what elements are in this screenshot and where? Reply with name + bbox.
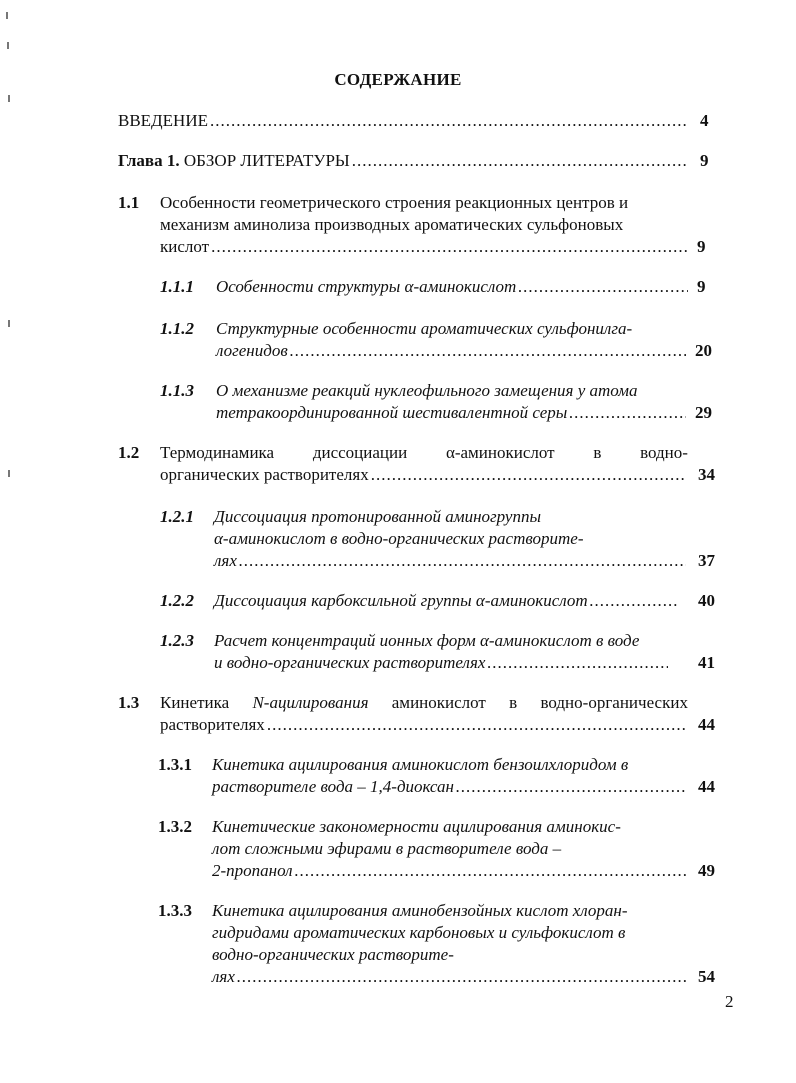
toc-entry-label: лях [212, 967, 235, 986]
toc-entry-page: 9 [697, 277, 706, 296]
toc-entry-page: 29 [695, 403, 712, 422]
toc-entry-1-3-1[interactable] [212, 776, 688, 798]
toc-entry-1-2-3[interactable] [214, 652, 670, 674]
toc-entry-page: 20 [695, 341, 712, 360]
toc-entry-label[interactable]: Кинетические закономерности ацилирования аминокис- [212, 817, 621, 836]
toc-entry-1-3[interactable] [160, 714, 688, 736]
section-number: 1.1 [118, 193, 140, 212]
toc-entry-page: 34 [698, 465, 715, 484]
toc-entry-intro[interactable] [118, 110, 690, 132]
toc-entry-label[interactable]: Диссоциация протонированной аминогруппы [214, 507, 541, 526]
section-number: 1.1.3 [160, 381, 194, 400]
section-number: 1.3 [118, 693, 140, 712]
toc-entry-1-3-3[interactable] [212, 966, 688, 988]
leader-dots [456, 776, 686, 798]
scan-mark [6, 12, 8, 19]
toc-entry-1-1-3[interactable] [216, 402, 688, 424]
toc-entry-label: кислот [160, 237, 210, 256]
toc-entry-1-2-1[interactable] [214, 550, 688, 572]
leader-dots [237, 966, 686, 988]
toc-entry-label: органических растворителях [160, 465, 369, 484]
leader-dots [211, 236, 688, 258]
toc-entry-label: тетракоординированной шестивалентной серы [216, 403, 568, 422]
leader-dots [590, 590, 678, 612]
toc-entry-page: 44 [698, 777, 715, 796]
toc-entry-label: Диссоциация карбоксильной группы α-аминокислот [214, 591, 588, 610]
toc-entry-label[interactable]: Термодинамика диссоциации α-аминокислот в водно- [160, 443, 688, 462]
toc-entry-label[interactable]: Особенности геометрического строения реакционных центров и [160, 193, 629, 212]
chapter-prefix: Глава 1. [118, 151, 180, 170]
leader-dots [267, 714, 686, 736]
toc-entry-label[interactable]: механизм аминолиза производных ароматических сульфоновых [160, 215, 624, 234]
toc-entry-label: лях [214, 551, 237, 570]
section-number: 1.2.1 [160, 507, 194, 526]
toc-entry-label[interactable]: водно-органических растворите- [212, 945, 454, 964]
toc-entry-label[interactable]: О механизме реакций нуклеофильного замещения у атома [216, 381, 638, 400]
toc-entry-label[interactable]: лот сложными эфирами в растворителе вода – [212, 839, 562, 858]
toc-entry-page: 37 [698, 551, 715, 570]
toc-entry-page: 4 [700, 111, 709, 130]
leader-dots [569, 402, 686, 424]
toc-entry-label[interactable]: Кинетика ацилирования аминокислот бензоилхлоридом в [212, 755, 629, 774]
page-number: 2 [725, 992, 734, 1011]
toc-entry-1-2[interactable] [160, 464, 688, 486]
section-number: 1.2.3 [160, 631, 194, 650]
toc-entry-label[interactable]: гидридами ароматических карбоновых и сульфокислот в [212, 923, 626, 942]
toc-entry-label: логенидов [216, 341, 288, 360]
section-number: 1.2.2 [160, 591, 194, 610]
section-number: 1.1.2 [160, 319, 194, 338]
leader-dots [487, 652, 668, 674]
leader-dots [371, 464, 686, 486]
toc-entry-1-1-1[interactable] [216, 276, 690, 298]
section-number: 1.3.3 [158, 901, 192, 920]
toc-entry-1-3-2[interactable] [212, 860, 688, 882]
toc-entry-label: Особенности структуры α-аминокислот [216, 277, 517, 296]
toc-entry-page: 49 [698, 861, 715, 880]
scan-mark [8, 95, 10, 102]
scan-mark [7, 42, 9, 49]
toc-entry-page: 44 [698, 715, 715, 734]
toc-entry-page: 9 [697, 237, 706, 256]
toc-entry-page: 9 [700, 151, 709, 170]
section-number: 1.3.2 [158, 817, 192, 836]
toc-entry-label: и водно-органических растворителях [214, 653, 486, 672]
leader-dots [295, 860, 686, 882]
toc-entry-page: 41 [698, 653, 715, 672]
toc-entry-label: 2-пропанол [212, 861, 293, 880]
toc-entry-1-1-2[interactable] [216, 340, 688, 362]
scan-mark [8, 320, 10, 327]
toc-entry-label: растворителе вода – 1,4-диоксан [212, 777, 454, 796]
toc-entry-page: 54 [698, 967, 715, 986]
leader-dots [290, 340, 686, 362]
leader-dots [210, 110, 688, 132]
toc-entry-chapter-1[interactable] [118, 150, 690, 172]
section-number: 1.3.1 [158, 755, 192, 774]
toc-entry-label[interactable]: Кинетика ацилирования аминобензойных кислот хлоран- [212, 901, 628, 920]
leader-dots [352, 150, 688, 172]
toc-entry-label[interactable]: Структурные особенности ароматических сульфонилга- [216, 319, 633, 338]
page-title: СОДЕРЖАНИЕ [334, 70, 462, 89]
toc-entry-label: ОБЗОР ЛИТЕРАТУРЫ [183, 151, 350, 170]
toc-entry-label[interactable]: Кинетика N-ацилирования аминокислот в водно-органических [160, 693, 688, 712]
toc-entry-1-1[interactable] [160, 236, 690, 258]
scan-mark [8, 470, 10, 477]
toc-entry-label: растворителях [160, 715, 265, 734]
toc-entry-page: 40 [698, 591, 715, 610]
toc-entry-1-2-2[interactable] [214, 590, 680, 612]
leader-dots [518, 276, 688, 298]
toc-entry-label[interactable]: α-аминокислот в водно-органических растворите- [214, 529, 584, 548]
toc-entry-label: ВВЕДЕНИЕ [118, 111, 208, 130]
toc-entry-label[interactable]: Расчет концентраций ионных форм α-аминокислот в воде [214, 631, 640, 650]
section-number: 1.1.1 [160, 277, 194, 296]
leader-dots [239, 550, 686, 572]
section-number: 1.2 [118, 443, 140, 462]
